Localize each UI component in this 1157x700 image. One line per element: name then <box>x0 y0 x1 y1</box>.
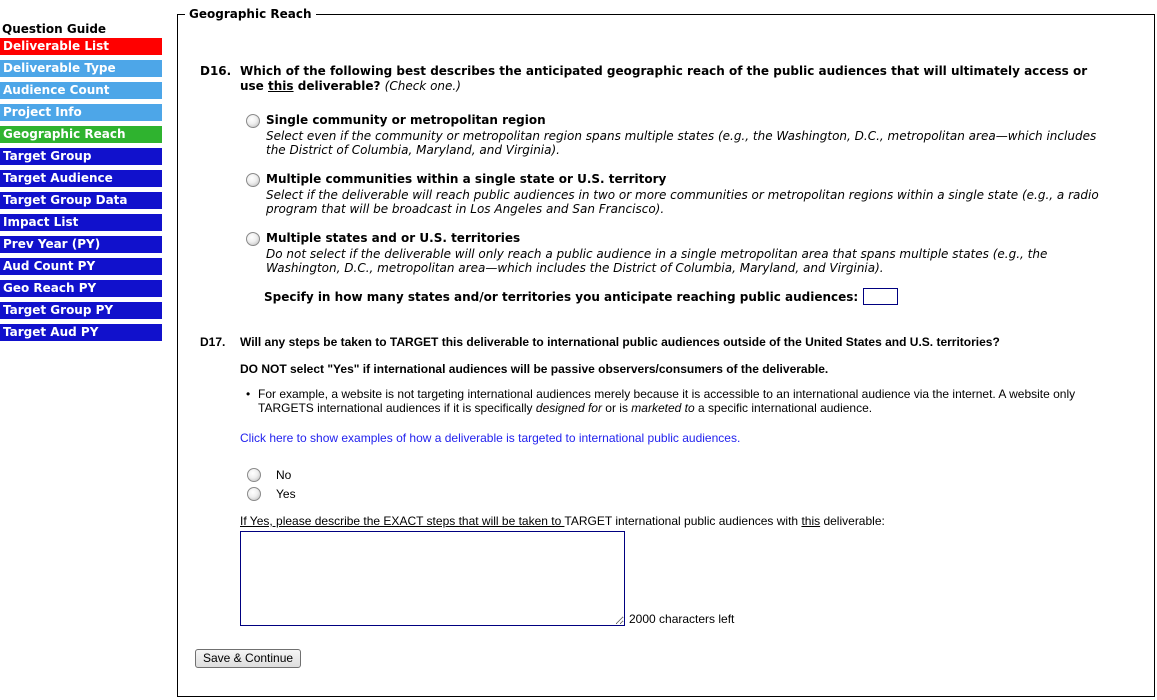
sidebar-item-impact-list[interactable]: Impact List <box>0 214 162 231</box>
radio-no-label: No <box>276 467 292 482</box>
sidebar-item-target-audience[interactable]: Target Audience <box>0 170 162 187</box>
radio-yes-label: Yes <box>276 486 296 501</box>
question-d16 <box>200 64 1114 94</box>
option-multiple-communities <box>246 172 1118 216</box>
specify-states-row <box>264 288 898 305</box>
sidebar-item-aud-count-py[interactable]: Aud Count PY <box>0 258 162 275</box>
option-label: Single community or metropolitan region <box>266 113 546 127</box>
option-description: Do not select if the deliverable will only reach a public audience in a single metropolitan area that spans multiple states (e.g., the Washington, D.C., metropolitan area—which includes the District of Columbia, Maryland, and Virginia). <box>266 247 1048 275</box>
option-label: Multiple communities within a single state or U.S. territory <box>266 172 667 186</box>
radio-yes[interactable] <box>247 487 261 501</box>
sidebar-item-geographic-reach[interactable]: Geographic Reach <box>0 126 162 143</box>
question-guide-nav <box>0 38 162 346</box>
radio-single-community[interactable] <box>246 114 260 128</box>
show-examples-link[interactable]: Click here to show examples of how a deliverable is targeted to international public audiences. <box>240 431 741 445</box>
question-d16-text: Which of the following best describes the anticipated geographic reach of the public audiences that will ultimately access or use this deliverable? (Check one.) <box>240 64 1088 93</box>
save-continue-button[interactable]: Save & Continue <box>195 649 301 668</box>
example-bullet <box>246 387 1092 415</box>
option-description: Select even if the community or metropolitan region spans multiple states (e.g., the Washington, D.C., metropolitan area—which includes the District of Columbia, Maryland, and Virginia). <box>266 129 1097 157</box>
bullet-icon: • <box>246 387 251 401</box>
sidebar-item-deliverable-list[interactable]: Deliverable List <box>0 38 162 55</box>
international-steps-textarea[interactable] <box>240 531 625 626</box>
option-multiple-states <box>246 231 1118 275</box>
characters-left-counter: 2000 characters left <box>629 612 735 626</box>
radio-no[interactable] <box>247 468 261 482</box>
radio-multiple-states[interactable] <box>246 232 260 246</box>
panel-legend: Geographic Reach <box>185 7 316 21</box>
sidebar-item-audience-count[interactable]: Audience Count <box>0 82 162 99</box>
answer-row-no <box>247 467 291 482</box>
question-d17-text: Will any steps be taken to TARGET this deliverable to international public audiences outside of the United States and U.S. territories? <box>240 335 1000 349</box>
if-yes-instruction: If Yes, please describe the EXACT steps that will be taken to TARGET international public audiences with this deliverable: <box>240 514 885 528</box>
radio-multiple-communities[interactable] <box>246 173 260 187</box>
answer-row-yes <box>247 486 296 501</box>
specify-states-label: Specify in how many states and/or territories you anticipate reaching public audiences: <box>264 289 859 304</box>
check-one-note: (Check one.) <box>384 79 461 93</box>
sidebar-item-deliverable-type[interactable]: Deliverable Type <box>0 60 162 77</box>
states-count-input[interactable] <box>863 288 898 305</box>
sidebar-item-prev-year-py[interactable]: Prev Year (PY) <box>0 236 162 253</box>
question-d17-number: D17. <box>200 335 226 349</box>
option-single-community <box>246 113 1118 157</box>
option-description: Select if the deliverable will reach public audiences in two or more communities or metropolitan regions within a single state (e.g., a radio program that will be broadcast in Los Angeles and San Francisco). <box>266 188 1099 216</box>
question-guide-title: Question Guide <box>2 22 107 36</box>
question-d16-number: D16. <box>200 64 232 78</box>
question-d17 <box>200 335 1155 350</box>
sidebar-item-target-group[interactable]: Target Group <box>0 148 162 165</box>
sidebar-item-project-info[interactable]: Project Info <box>0 104 162 121</box>
example-bullet-text: For example, a website is not targeting international audiences merely because it is accessible to an international audience via the internet. A website only TARGETS international audiences if it is specifically designed for or is marketed to a specific international audience. <box>258 387 1076 415</box>
do-not-select-warning: DO NOT select "Yes" if international audiences will be passive observers/consumers of the deliverable. <box>240 362 829 376</box>
sidebar-item-target-aud-py[interactable]: Target Aud PY <box>0 324 162 341</box>
sidebar-item-target-group-py[interactable]: Target Group PY <box>0 302 162 319</box>
sidebar-item-geo-reach-py[interactable]: Geo Reach PY <box>0 280 162 297</box>
sidebar-item-target-group-data[interactable]: Target Group Data <box>0 192 162 209</box>
option-label: Multiple states and or U.S. territories <box>266 231 521 245</box>
